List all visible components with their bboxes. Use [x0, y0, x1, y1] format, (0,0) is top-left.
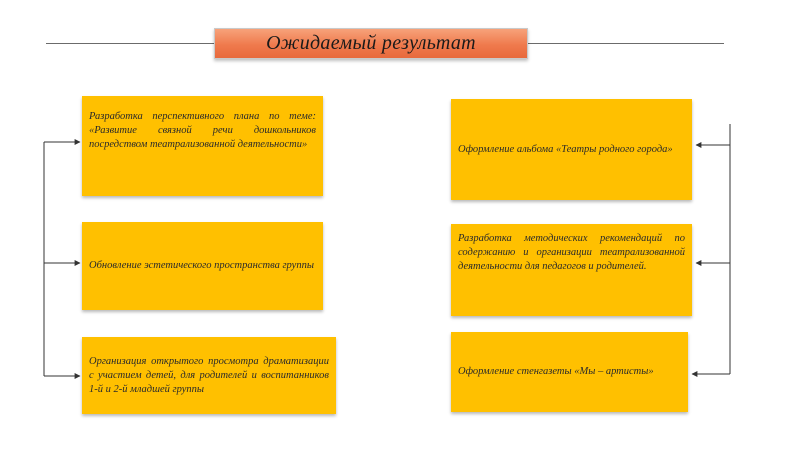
card-methodical-recommendations [451, 224, 692, 316]
card-text: Оформление стенгазеты «Мы – артисты» [458, 366, 654, 377]
card-text: Обновление эстетического пространства группы [89, 260, 314, 271]
card-perspective-plan [82, 96, 323, 196]
card-text: Оформление альбома «Театры родного города» [458, 143, 673, 155]
card-album [451, 99, 692, 200]
card-text: Разработка методических рекомендаций по содержанию и организации театрализованной деятельности для педагогов и родителей. [458, 233, 685, 272]
card-aesthetic-space [82, 222, 323, 310]
card-open-showing [82, 337, 336, 414]
card-wall-newspaper [451, 332, 688, 412]
page-title: Ожидаемый результат [266, 32, 476, 54]
card-text: Организация открытого просмотра драматизации с участием детей, для родителей и воспитанников 1-й и 2-й младшей группы [89, 355, 329, 395]
card-text: Разработка перспективного плана по теме: «Развитие связной речи дошкольников посредством театрализованной деятельности» [89, 111, 316, 150]
